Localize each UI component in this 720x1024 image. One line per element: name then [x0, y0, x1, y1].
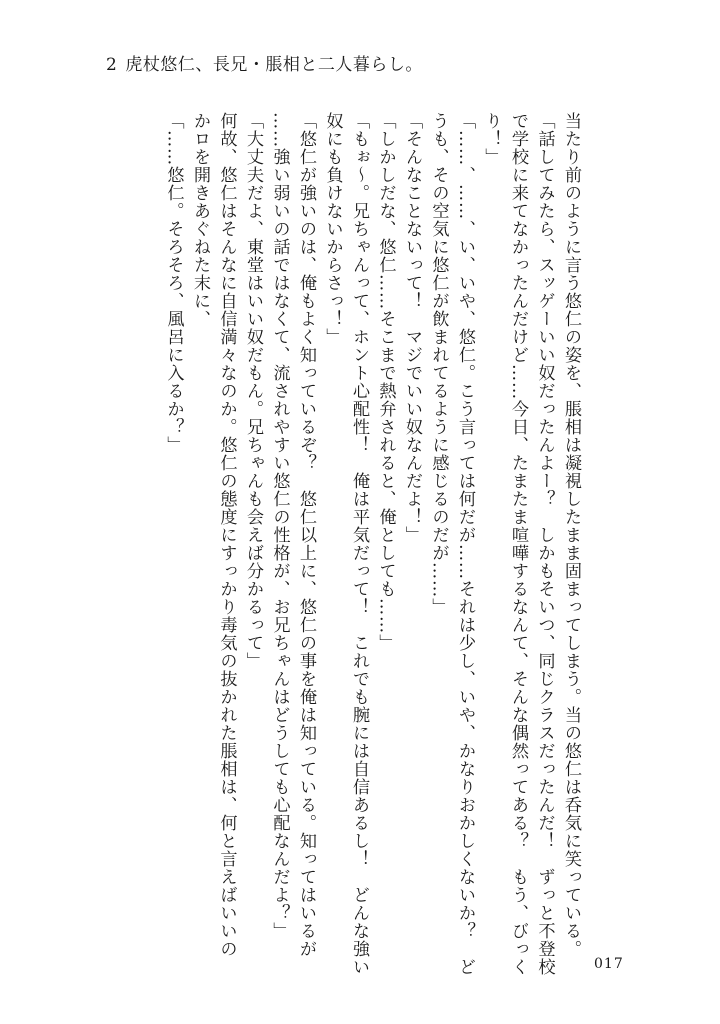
running-header [106, 50, 423, 75]
text-line-9: 「もぉ〜。兄ちゃんって、ホント心配性！ 俺は平気だって！ これでも腕には自信あるし！ どんな強い [349, 112, 369, 976]
chapter-number: 2 [106, 55, 118, 75]
chapter-title: 虎杖悠仁、長兄・脹相と二人暮らし。 [125, 55, 423, 75]
text-line-6: うも、その空気に悠仁が飲まれてるように感じるのだが……」 [428, 112, 449, 616]
text-line-3: で学校に来てなかったんだけど……今日、たまたま喧嘩するなんて、そんな偶然ってある？ もう、びっく [508, 112, 528, 976]
text-line-7: 「そんなことないって！ マジでいい奴なんだよ！」 [402, 112, 422, 544]
text-line-5: 「……、……、い、いや、悠仁。こう言っては何だが……それは少し、いや、かなりおかしくないか？ ど [455, 112, 475, 976]
text-line-12: ……強い弱いの話ではなくて、流されやすい悠仁の性格が、お兄ちゃんはどうしても心配なんだよ？」 [269, 112, 290, 940]
text-line-10: 奴にも負けないからさっ！」 [322, 112, 343, 346]
page-number: 017 [594, 956, 624, 972]
text-line-14: 何故、悠仁はそんなに自信満々なのか。悠仁の態度にすっかり毒気の抜かれた脹相は、何と言えばいいの [216, 112, 237, 958]
text-line-11: 「悠仁が強いのは、俺もよく知っているぞ？ 悠仁以上に、悠仁の事を俺は知っている。知ってはいるが [296, 112, 316, 958]
text-line-15: かロを開きあぐねた末に、 [190, 112, 210, 328]
text-line-8: 「しかしだな、悠仁……そこまで熱弁されると、俺としても……」 [375, 112, 396, 652]
text-line-2: 「話してみたら、スッゲーいい奴だったんよー？ しかもそいつ、同じクラスだったんだ！ ずっと不登校 [534, 112, 555, 976]
text-line-13: 「大丈夫だよ、東堂はいい奴だもん。兄ちゃんも会えば分かるって」 [243, 112, 263, 670]
text-line-4: り！」 [481, 112, 502, 166]
text-line-1: 当たり前のように言う悠仁の姿を、脹相は凝視したまま固まってしまう。当の悠仁は呑気に笑っている。 [561, 112, 581, 958]
text-line-16: 「……悠仁。そろそろ、風呂に入るか？」 [163, 112, 184, 454]
body-text [160, 112, 584, 976]
